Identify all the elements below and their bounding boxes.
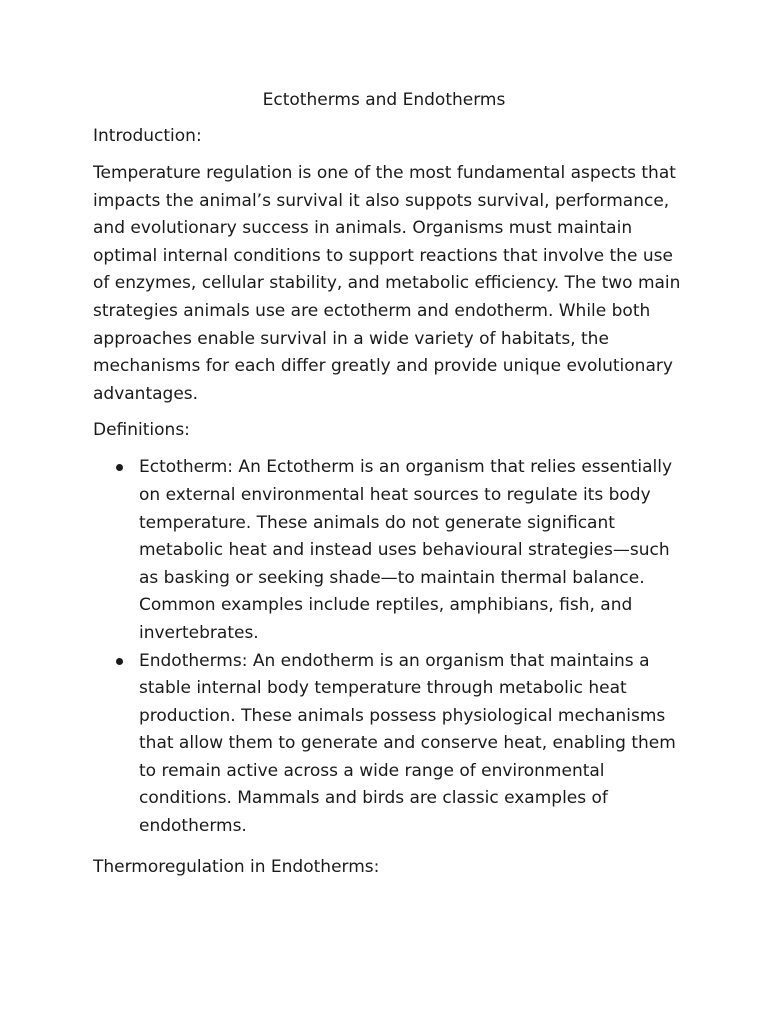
- definitions-heading: Definitions:: [93, 420, 190, 441]
- definition-text: Ectotherm: An Ectotherm is an organism that relies essentially on external environmental heat sources to regulate its body temperature. These animals do not generate significant metabolic heat and instead uses behavioural strategies—such as basking or seeking shade—to maintain thermal balance. Common examples include reptiles, amphibians, fish, and invertebrates.: [139, 457, 673, 643]
- introduction-paragraph: Temperature regulation is one of the most fundamental aspects that impacts the animal’s survival it also suppots survival, performance, and evolutionary success in animals. Organisms must maintain optimal internal conditions to support reactions that involve the use of enzymes, cellular stability, and metabolic efficiency. The two main strategies animals use are ectotherm and endotherm. While both approaches enable survival in a wide variety of habitats, the mechanisms for each differ greatly and provide unique evolutionary advantages.: [93, 163, 681, 404]
- definition-item-ectotherm: [93, 454, 683, 647]
- document-page: [93, 88, 683, 891]
- definitions-list: [93, 454, 683, 840]
- thermoregulation-heading: Thermoregulation in Endotherms:: [93, 856, 380, 877]
- introduction-heading: Introduction:: [93, 126, 202, 146]
- bullet-dot-icon: [116, 658, 123, 665]
- bullet-dot-icon: [116, 464, 123, 471]
- definition-item-endotherm: [93, 648, 683, 841]
- document-title: Ectotherms and Endotherms: [262, 90, 506, 110]
- definition-text: Endotherms: An endotherm is an organism that maintains a stable internal body temperature through metabolic heat production. These animals possess physiological mechanisms that allow them to generate and conserve heat, enabling them to remain active across a wide range of environmental conditions. Mammals and birds are classic examples of endotherms.: [139, 650, 676, 837]
